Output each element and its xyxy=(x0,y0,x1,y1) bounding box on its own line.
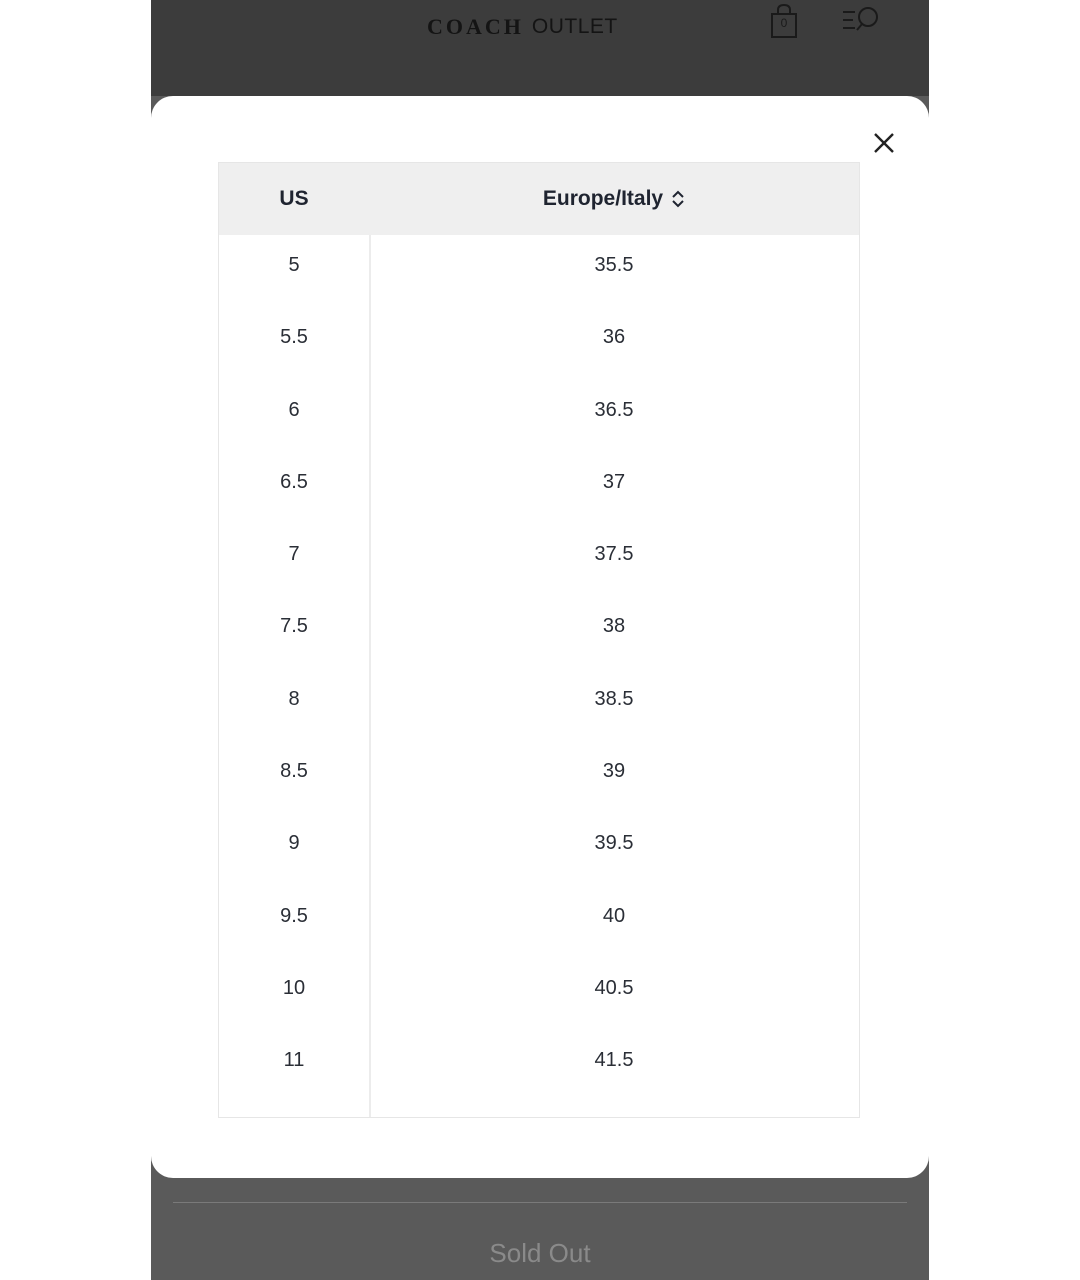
column-header-europe-italy[interactable] xyxy=(369,163,859,235)
table-row xyxy=(219,669,859,741)
table-row xyxy=(219,235,859,307)
cell-eu-size: 39 xyxy=(602,760,626,783)
logo-brand-text: COACH xyxy=(427,14,524,39)
site-header xyxy=(151,0,929,96)
cell-eu-size: 36.5 xyxy=(594,398,634,421)
cell-us-size: 7.5 xyxy=(280,615,308,638)
column-header-us: US xyxy=(279,187,309,210)
table-row xyxy=(219,452,859,524)
logo-suffix-text: OUTLET xyxy=(531,15,618,38)
cell-eu-size: 41.5 xyxy=(594,1049,634,1072)
cell-eu-size: 36 xyxy=(602,326,626,349)
close-icon xyxy=(873,132,895,154)
cell-us-size: 6 xyxy=(288,398,300,421)
cell-us-size: 5 xyxy=(288,254,300,276)
cell-us-size: 5.5 xyxy=(280,326,308,349)
footer-divider xyxy=(173,1202,907,1203)
close-button[interactable] xyxy=(867,126,901,160)
cell-eu-size: 40.5 xyxy=(594,976,634,999)
cell-eu-size: 37 xyxy=(602,470,626,493)
size-chart-table xyxy=(218,162,860,1118)
cell-us-size: 9 xyxy=(288,832,300,855)
table-row xyxy=(219,524,859,596)
cell-us-size: 10 xyxy=(282,976,306,999)
cell-us-size: 6.5 xyxy=(280,470,308,493)
cell-us-size: 7 xyxy=(288,543,300,566)
table-row xyxy=(219,741,859,813)
cell-us-size: 9.5 xyxy=(280,904,308,927)
table-row xyxy=(219,886,859,958)
column-header-europe-italy-label: Europe/Italy xyxy=(542,187,664,210)
table-row xyxy=(219,813,859,885)
cell-eu-size: 37.5 xyxy=(594,543,634,566)
cell-eu-size: 40 xyxy=(602,904,626,927)
table-row xyxy=(219,380,859,452)
table-header xyxy=(219,163,859,235)
sold-out-button[interactable]: Sold Out xyxy=(489,1238,591,1268)
cell-us-size: 11 xyxy=(283,1049,305,1072)
bag-count: 0 xyxy=(780,16,788,30)
coach-outlet-logo[interactable] xyxy=(427,12,618,42)
sort-icon xyxy=(671,189,685,209)
menu-search-icon[interactable] xyxy=(841,4,885,36)
cell-eu-size: 38 xyxy=(602,615,626,638)
table-row xyxy=(219,958,859,1030)
table-row xyxy=(219,1030,859,1102)
table-row xyxy=(219,307,859,379)
cell-eu-size: 35.5 xyxy=(594,254,634,276)
table-row xyxy=(219,596,859,668)
phone-screen xyxy=(151,0,929,1280)
cell-us-size: 8.5 xyxy=(280,760,308,783)
table-body xyxy=(219,235,859,1103)
cell-eu-size: 38.5 xyxy=(594,687,634,710)
size-chart-modal xyxy=(151,96,929,1178)
cell-eu-size: 39.5 xyxy=(594,832,634,855)
shopping-bag-icon[interactable] xyxy=(767,2,801,40)
cell-us-size: 8 xyxy=(288,687,300,710)
